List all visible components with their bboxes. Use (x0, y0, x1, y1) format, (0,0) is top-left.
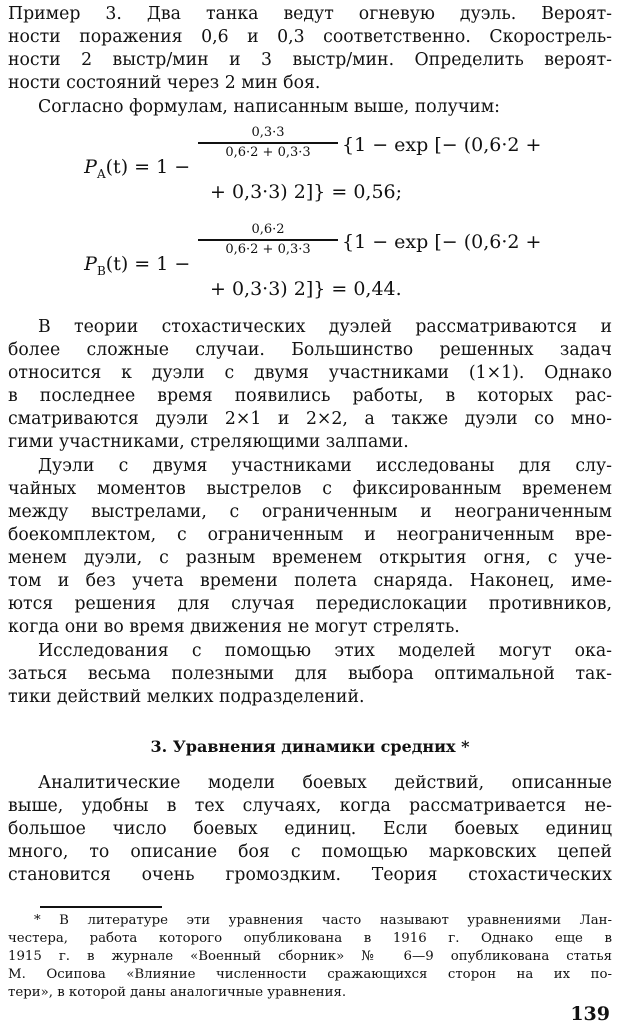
pb-subscript: B (96, 263, 106, 278)
fn-line-3: 1915 г. в журнале «Военный сборник» № 6—9 опубликована статья (8, 949, 612, 964)
pb-fraction (198, 223, 338, 257)
p2-line-4: боекомплектом, с ограниченным и неограниченным вре- (8, 525, 612, 545)
pa-numerator: 0,3·3 (251, 125, 285, 140)
footnote-rule (40, 906, 162, 908)
sp-line-3: большое число боевых единиц. Если боевых единиц (8, 819, 612, 839)
fn-line-2: честера, работа которого опубликована в 1916 г. Однако еще в (8, 931, 612, 946)
example-line-2: ности поражения 0,6 и 0,3 соответственно. Скорострель- (8, 27, 612, 47)
sp-line-2: выше, удобны в тех случаях, когда рассматривается не- (8, 796, 612, 816)
p2-line-5: менем дуэли, с разным временем открытия огня, с уче- (8, 548, 612, 568)
fn-line-4: М. Осипова «Влияние численности сражающихся сторон на их по- (8, 967, 612, 982)
sp-line-5: становится очень громоздким. Теория стохастических (8, 865, 612, 885)
sp-line-1: Аналитические модели боевых действий, описанные (38, 773, 612, 793)
pa-subscript: A (96, 166, 106, 181)
page-number: 139 (570, 1003, 610, 1025)
pb-tail-2: + 0,3·3) 2]} = 0,44. (210, 278, 402, 300)
example-lead: Согласно формулам, написанным выше, получим: (38, 97, 500, 117)
p2-line-3: между выстрелами, с ограниченным и неограниченным (8, 502, 612, 522)
section-heading: 3. Уравнения динамики средних * (150, 737, 470, 756)
p3-line-1: Исследования с помощью этих моделей могут ока- (38, 641, 612, 661)
pb-argument: (t) = 1 − (105, 253, 191, 275)
p1-line-4: в последнее время появились работы, в которых рас- (8, 386, 612, 406)
pa-symbol: P (84, 156, 97, 178)
p3-line-3: тики действий мелких подразделений. (8, 687, 365, 707)
example-line-1: Пример 3. Два танка ведут огневую дуэль. Вероят- (8, 4, 612, 24)
p1-line-1: В теории стохастических дуэлей рассматриваются и (38, 317, 612, 337)
pb-symbol: P (84, 253, 97, 275)
pb-tail-1: {1 − exp [− (0,6·2 + (342, 231, 542, 253)
example-line-3: ности 2 выстр/мин и 3 выстр/мин. Определить вероят- (8, 50, 612, 70)
fn-line-1: * В литературе эти уравнения часто называют уравнениями Лан- (34, 913, 612, 928)
fn-line-5: тери», в которой даны аналогичные уравнения. (8, 985, 347, 1000)
p2-line-2: чайных моментов выстрелов с фиксированным временем (8, 479, 612, 499)
p1-line-3: относится к дуэли с двумя участниками (1×1). Однако (8, 363, 612, 383)
p2-line-7: ются решения для случая передислокации противников, (8, 594, 612, 614)
pa-tail-2: + 0,3·3) 2]} = 0,56; (210, 181, 403, 203)
p1-line-2: более сложные случаи. Большинство решенных задач (8, 340, 612, 360)
pb-denominator: 0,6·2 + 0,3·3 (225, 241, 311, 257)
p1-line-6: гими участниками, стреляющими залпами. (8, 432, 409, 452)
pa-denominator: 0,6·2 + 0,3·3 (225, 144, 311, 160)
p3-line-2: заться весьма полезными для выбора оптимальной так- (8, 664, 612, 684)
example-line-4: ности состояний через 2 мин боя. (8, 73, 321, 93)
pb-numerator: 0,6·2 (251, 222, 285, 237)
sp-line-4: много, то описание боя с помощью марковских цепей (8, 842, 612, 862)
p2-line-8: когда они во время движения не могут стрелять. (8, 617, 460, 637)
p2-line-1: Дуэли с двумя участниками исследованы для слу- (38, 456, 612, 476)
pa-tail-1: {1 − exp [− (0,6·2 + (342, 134, 542, 156)
p2-line-6: том и без учета времени полета снаряда. Наконец, име- (8, 571, 612, 591)
p1-line-5: сматриваются дуэли 2×1 и 2×2, а также дуэли со мно- (8, 409, 612, 429)
pa-fraction (198, 126, 338, 160)
pa-argument: (t) = 1 − (105, 156, 191, 178)
